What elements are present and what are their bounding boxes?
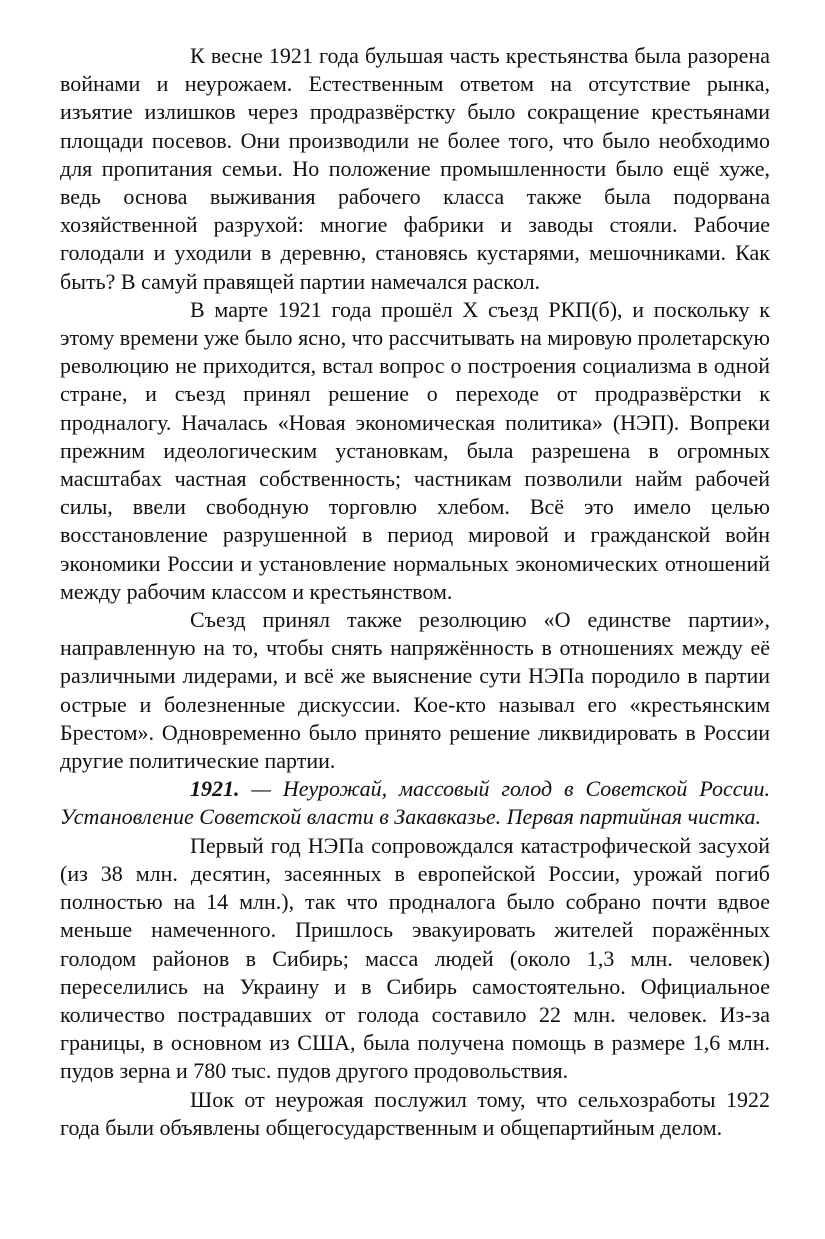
paragraph-spring-1921: К весне 1921 года бульшая часть крестьянства была разорена войнами и неурожаем. Естественным ответом на отсутствие рынка, изъятие излишков через продразвёрстку было сокращение крестьянами площади посевов. Они производили не более того, что было необходимо для пропитания семьи. Но положение промышленности было ещё хуже, ведь основа выживания рабочего класса также была подорвана хозяйственной разрухой: многие фабрики и заводы стояли. Рабочие голодали и уходили в деревню, становясь кустарями, мешочниками. Как быть? В самуй правящей партии намечался раскол. (60, 43, 770, 294)
document-page (60, 42, 770, 1142)
chronicle-text: — Неурожай, массовый голод в Советской России. Установление Советской власти в Закавказье. Первая партийная чистка. (60, 776, 770, 830)
paragraph-party-unity: Съезд принял также резолюцию «О единстве партии», направленную на то, чтобы снять напряжённость в отношениях между её различными лидерами, и всё же выяснение сути НЭПа породило в партии острые и болезненные дискуссии. Кое-кто называл его «крестьянским Брестом». Одновременно было принято решение ликвидировать в России другие политические партии. (60, 607, 770, 774)
paragraph-tenth-congress: В марте 1921 года прошёл X съезд РКП(б), и поскольку к этому времени уже было ясно, что рассчитывать на мировую пролетарскую революцию не приходится, встал вопрос о построения социализма в одной стране, и съезд принял решение о переходе от продразвёрстки к продналогу. Началась «Новая экономическая политика» (НЭП). Вопреки прежним идеологическим установкам, была разрешена в огромных масштабах частная собственность; частникам позволили найм рабочей силы, ввели свободную торговлю хлебом. Всё это имело целью восстановление разрушенной в период мировой и гражданской войн экономики России и установление нормальных экономических отношений между рабочим классом и крестьянством. (60, 296, 770, 604)
chronicle-entry-1921 (60, 775, 770, 831)
paragraph-famine: Первый год НЭПа сопровождался катастрофической засухой (из 38 млн. десятин, засеянных в европейской России, урожай погиб полностью на 14 млн.), так что продналога было собрано почти вдвое меньше намеченного. Пришлось эвакуировать жителей поражённых голодом районов в Сибирь; масса людей (около 1,3 млн. человек) переселились на Украину и в Сибирь самостоятельно. Официальное количество пострадавших от голода составило 22 млн. человек. Из-за границы, в основном из США, была получена помощь в размере 1,6 млн. пудов зерна и 780 тыс. пудов другого продовольствия. (60, 832, 770, 1084)
chronicle-year: 1921. (190, 776, 240, 802)
paragraph-agriculture-1922: Шок от неурожая послужил тому, что сельхозработы 1922 года были объявлены общегосударственным и общепартийным делом. (60, 1086, 770, 1140)
